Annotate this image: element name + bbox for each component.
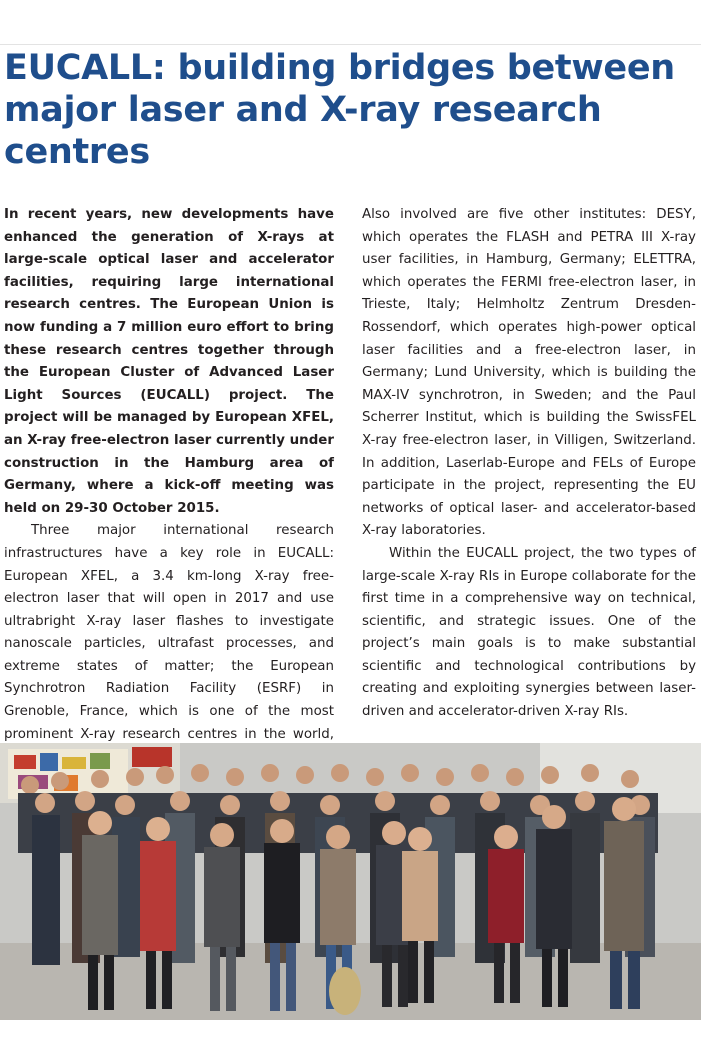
left-column — [4, 204, 334, 769]
group-photo-illustration — [0, 743, 701, 1020]
lead-paragraph: In recent years, new developments have enhanced the generation of X-rays at large-scale optical laser and accelerator facilities, requiring large international research centres. The European Union is now funding a 7 million euro effort to bring these research centres together through the European Cluster of Advanced Laser Light Sources (EUCALL) project. The project will be managed by European XFEL, an X-ray free-electron laser currently under construction in the Hamburg area of Germany, where a kick-off meeting was held on 29-30 October 2015. — [4, 207, 334, 516]
body-paragraph-3: Also involved are five other institutes: DESY, which operates the FLASH and PETRA III X-ray user facilities, in Hamburg, Germany; ELETTRA, which operates the FERMI free-electron laser, in Trieste, Italy; Helmholtz Zentrum Dresden-Rossendorf, which operates high-power optical laser facilities and a free-electron laser, in Germany; Lund University, which is building the MAX-IV synchrotron, in Sweden; and the Paul Scherrer Institut, which is building the SwissFEL X-ray free-electron laser, in Villigen, Switzerland. In addition, Laserlab-Europe and FELs of Europe participate in the project, representing the EU networks of optical laser- and accelerator-based X-ray laboratories. — [362, 207, 696, 539]
group-photo — [0, 743, 701, 1020]
top-divider — [0, 44, 701, 45]
body-paragraph-4: Within the EUCALL project, the two types of large-scale X-ray RIs in Europe collaborate for the first time in a comprehensive way on technical, scientific, and strategic issues. One of the project’s main goals is to make substantial scientific and technological contributions by creating and exploiting synergies between laser-driven and accelerator-driven X-ray RIs. — [362, 545, 696, 720]
article-headline: EUCALL: building bridges between major laser and X-ray research centres — [4, 48, 675, 172]
body-paragraph-2: Three major international research infrastructures have a key role in EUCALL: European XFEL, a 3.4 km-long X-ray free-electron laser that will open in 2017 and use ultrabright X-ray laser flashes to investigate nanoscale particles, ultrafast processes, and extreme states of matter; the European Synchrotron Radiation Facility (ESRF) in Grenoble, France, which is one of the most prominent X-ray research centres in the world, — [4, 523, 334, 742]
right-column — [362, 204, 696, 724]
